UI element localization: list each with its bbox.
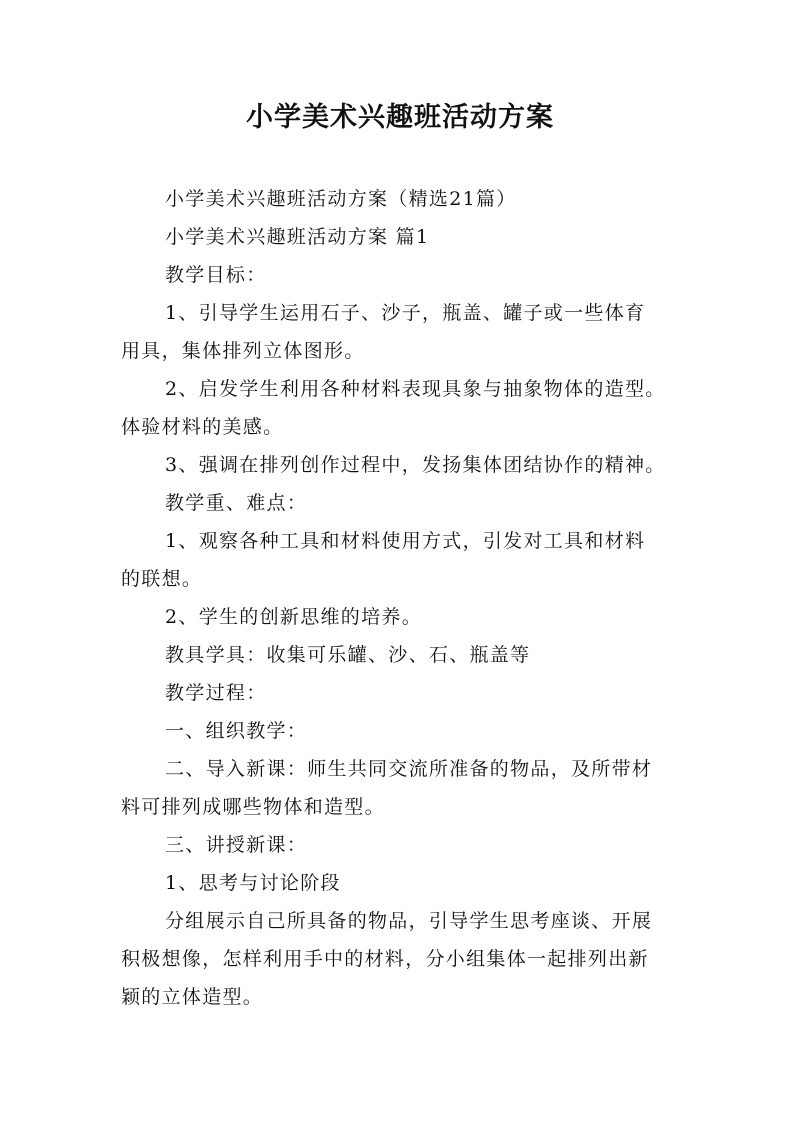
paragraph — [121, 826, 691, 864]
paragraph-line: 教学目标： — [165, 264, 267, 286]
paragraph-line: 分组展示自己所具备的物品，引导学生思考座谈、开展 — [165, 910, 653, 932]
paragraph — [121, 636, 691, 674]
paragraph — [121, 446, 691, 484]
paragraph-line: 小学美术兴趣班活动方案 篇1 — [165, 226, 430, 248]
document-body — [121, 180, 691, 1016]
paragraph — [121, 180, 691, 218]
paragraph — [121, 864, 691, 902]
paragraph-continuation-line: 料可排列成哪些物体和造型。 — [121, 796, 385, 818]
paragraph-line: 三、讲授新课： — [165, 834, 308, 856]
paragraph — [121, 598, 691, 636]
paragraph — [121, 674, 691, 712]
paragraph-line: 二、导入新课：师生共同交流所准备的物品，及所带材 — [165, 758, 653, 780]
paragraph — [121, 294, 691, 370]
paragraph-line: 2、启发学生利用各种材料表现具象与抽象物体的造型。 — [165, 378, 666, 400]
paragraph-continuation-line: 颖的立体造型。 — [121, 986, 264, 1008]
paragraph-line: 1、引导学生运用石子、沙子，瓶盖、罐子或一些体育 — [165, 302, 646, 324]
paragraph-continuation-line: 体验材料的美感。 — [121, 416, 284, 438]
paragraph-line: 1、观察各种工具和材料使用方式，引发对工具和材料 — [165, 530, 646, 552]
paragraph-line: 一、组织教学： — [165, 720, 308, 742]
page-title: 小学美术兴趣班活动方案 — [246, 102, 554, 133]
paragraph — [121, 484, 691, 522]
paragraph — [121, 712, 691, 750]
paragraph — [121, 370, 691, 446]
paragraph-line: 2、学生的创新思维的培养。 — [165, 606, 422, 628]
paragraph-line: 3、强调在排列创作过程中，发扬集体团结协作的精神。 — [165, 454, 666, 476]
paragraph — [121, 750, 691, 826]
paragraph — [121, 218, 691, 256]
paragraph-continuation-line: 的联想。 — [121, 568, 203, 590]
paragraph-line: 教具学具：收集可乐罐、沙、石、瓶盖等 — [165, 644, 531, 666]
paragraph — [121, 256, 691, 294]
paragraph-line: 小学美术兴趣班活动方案（精选21篇） — [165, 188, 517, 210]
paragraph-line: 教学过程： — [165, 682, 267, 704]
paragraph-line: 1、思考与讨论阶段 — [165, 872, 341, 894]
paragraph — [121, 522, 691, 598]
paragraph — [121, 902, 691, 1016]
paragraph-continuation-line: 用具，集体排列立体图形。 — [121, 340, 365, 362]
paragraph-continuation-line: 积极想像，怎样利用手中的材料，分小组集体一起排列出新 — [121, 948, 649, 970]
paragraph-line: 教学重、难点： — [165, 492, 308, 514]
